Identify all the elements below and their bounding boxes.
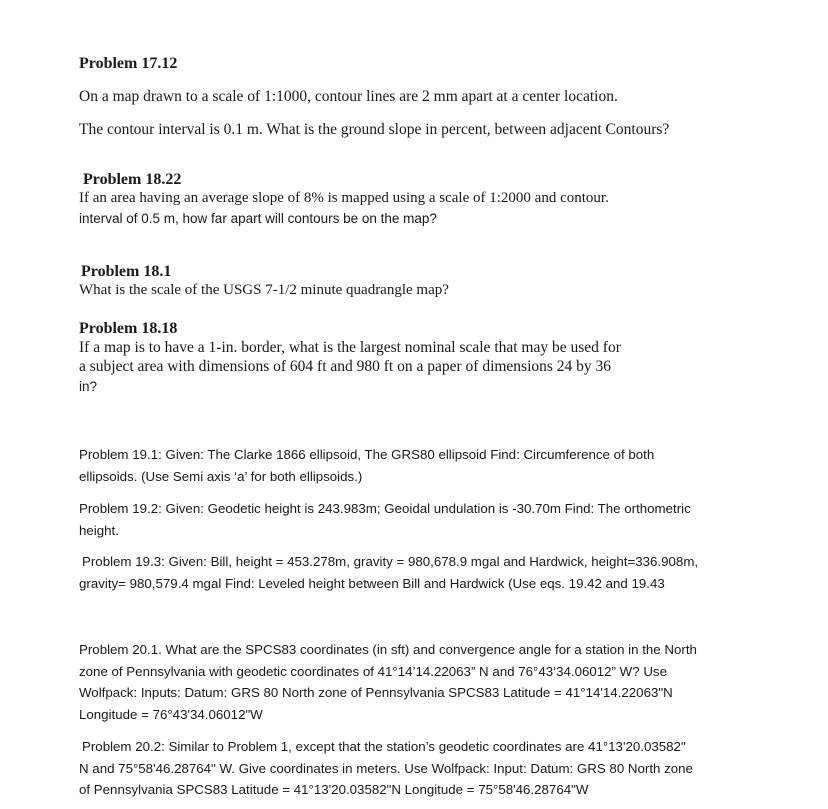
problem-text-line: Problem 20.1. What are the SPCS83 coordinates (in sft) and convergence angle for a station in the North [79,642,697,657]
problem-title: Problem 18.18 [79,320,178,337]
problem-text-line: Longitude = 76°43'34.06012"W [79,707,263,722]
problem-text-line: a subject area with dimensions of 604 ft and 980 ft on a paper of dimensions 24 by 36 [79,358,612,375]
problem-text-line: On a map drawn to a scale of 1:1000, contour lines are 2 mm apart at a center location. [79,88,618,105]
problem-text-line: of Pennsylvania SPCS83 Latitude = 41°13'20.03582"N Longitude = 75°58'46.28764"W [79,782,589,797]
problem-text-line: What is the scale of the USGS 7-1/2 minute quadrangle map? [79,282,449,298]
problem-text-line: zone of Pennsylvania with geodetic coordinates of 41°14’14.22063” N and 76°43’34.06012” W? Use [79,664,667,679]
problem-title: Problem 18.1 [81,263,172,280]
problem-title: Problem 18.22 [83,171,182,188]
problem-text-line: in? [79,379,98,394]
problem-text-line: Wolfpack: Inputs: Datum: GRS 80 North zone of Pennsylvania SPCS83 Latitude = 41°14'14.22063"N [79,685,673,700]
problem-text-line: Problem 19.2: Given: Geodetic height is 243.983m; Geoidal undulation is -30.70m Find: The orthometric [79,501,691,516]
problem-text-line: The contour interval is 0.1 m. What is the ground slope in percent, between adjacent Contours? [79,121,670,138]
problem-text-line: If an area having an average slope of 8% is mapped using a scale of 1:2000 and contour. [79,190,609,206]
problem-text-line: height. [79,523,119,538]
problem-text-line: Problem 19.1: Given: The Clarke 1866 ellipsoid, The GRS80 ellipsoid Find: Circumference of both [79,447,655,462]
problem-text-line: gravity= 980,579.4 mgal Find: Leveled height between Bill and Hardwick (Use eqs. 19.42 and 19.43 [79,576,665,591]
problem-title: Problem 17.12 [79,55,178,72]
problem-text-line: If a map is to have a 1-in. border, what is the largest nominal scale that may be used for [79,339,621,356]
problem-text-line: interval of 0.5 m, how far apart will contours be on the map? [79,211,437,226]
problem-text-line: ellipsoids. (Use Semi axis ‘a’ for both ellipsoids.) [79,469,363,484]
problem-text-line: N and 75°58'46.28764" W. Give coordinates in meters. Use Wolfpack: Input: Datum: GRS 80 North zone [79,761,693,776]
problem-text-line: Problem 19.3: Given: Bill, height = 453.278m, gravity = 980,678.9 mgal and Hardwick, height=336.908m, [82,554,699,569]
problem-text-line: Problem 20.2: Similar to Problem 1, except that the station’s geodetic coordinates are 41°13'20.03582" [82,739,686,754]
